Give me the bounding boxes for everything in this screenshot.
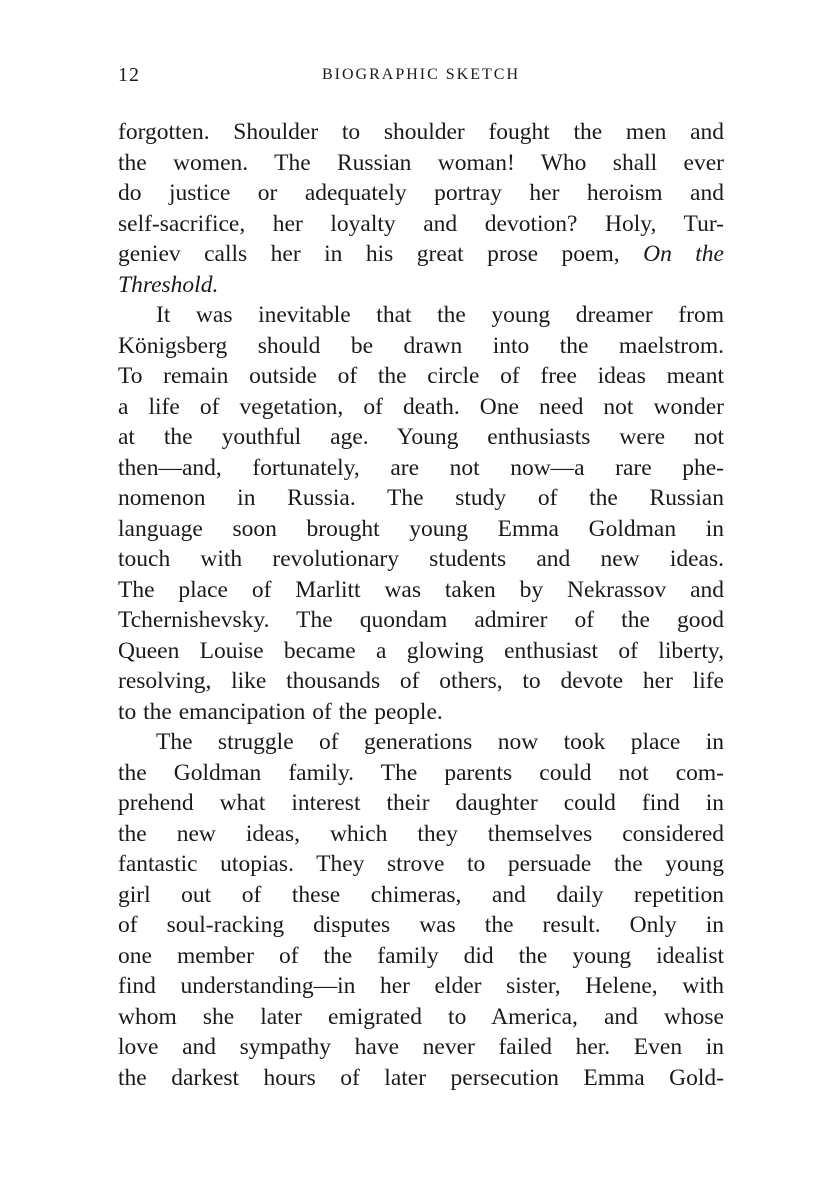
book-title-italic: On the [643, 241, 724, 267]
text-line: the women. The Russian woman! Who shall ever [118, 149, 724, 176]
page-number: 12 [118, 64, 140, 86]
text-line: the new ideas, which they themselves considered [118, 820, 724, 847]
text-line: touch with revolutionary students and new ideas. [118, 546, 724, 572]
text-line: forgotten. Shoulder to shoulder fought the men and [118, 119, 724, 145]
text-line: then—and, fortunately, are not now—a rare phe- [118, 454, 724, 481]
text-line: a life of vegetation, of death. One need not wonder [118, 393, 724, 420]
text-line: It was inevitable that the young dreamer from [156, 302, 724, 328]
text-line: Tchernishevsky. The quondam admirer of the good [118, 607, 724, 633]
text-line: self-sacrifice, her loyalty and devotion? Holy, Tur- [118, 210, 724, 237]
running-head: BIOGRAPHIC SKETCH [321, 66, 520, 83]
text-line: find understanding—in her elder sister, Helene, with [118, 973, 724, 999]
text-line: whom she later emigrated to America, and whose [118, 1003, 724, 1030]
text-line: to the emancipation of the people. [118, 698, 443, 725]
page-header [118, 62, 724, 92]
text-line: girl out of these chimeras, and daily repetition [118, 881, 724, 908]
text-line: Queen Louise became a glowing enthusiast of liberty, [118, 637, 724, 664]
book-title-italic: Threshold. [118, 271, 219, 298]
text-line: language soon brought young Emma Goldman in [118, 515, 724, 542]
text-line: do justice or adequately portray her heroism and [118, 180, 724, 206]
text-line: fantastic utopias. They strove to persuade the young [118, 851, 724, 877]
text-line [118, 270, 724, 301]
text-line: resolving, like thousands of others, to devote her life [118, 668, 724, 694]
text-line: prehend what interest their daughter could find in [118, 790, 724, 816]
text-line: nomenon in Russia. The study of the Russian [118, 485, 724, 511]
text-line: Königsberg should be drawn into the maelstrom. [118, 332, 724, 359]
text-line: at the youthful age. Young enthusiasts were not [118, 424, 724, 450]
text-line: the darkest hours of later persecution Emma Gold- [118, 1064, 724, 1091]
book-page [118, 62, 724, 1093]
body-text [118, 117, 724, 1093]
text-line: one member of the family did the young idealist [118, 942, 724, 969]
text-line: To remain outside of the circle of free ideas meant [118, 363, 724, 389]
text-line: The place of Marlitt was taken by Nekrassov and [118, 576, 724, 603]
text-line: the Goldman family. The parents could not com- [118, 759, 724, 786]
text-line: love and sympathy have never failed her. Even in [118, 1034, 724, 1060]
text-line: geniev calls her in his great prose poem, On the [118, 241, 724, 267]
text-line: of soul-racking disputes was the result. Only in [118, 912, 724, 938]
text-line: The struggle of generations now took place in [156, 729, 724, 755]
